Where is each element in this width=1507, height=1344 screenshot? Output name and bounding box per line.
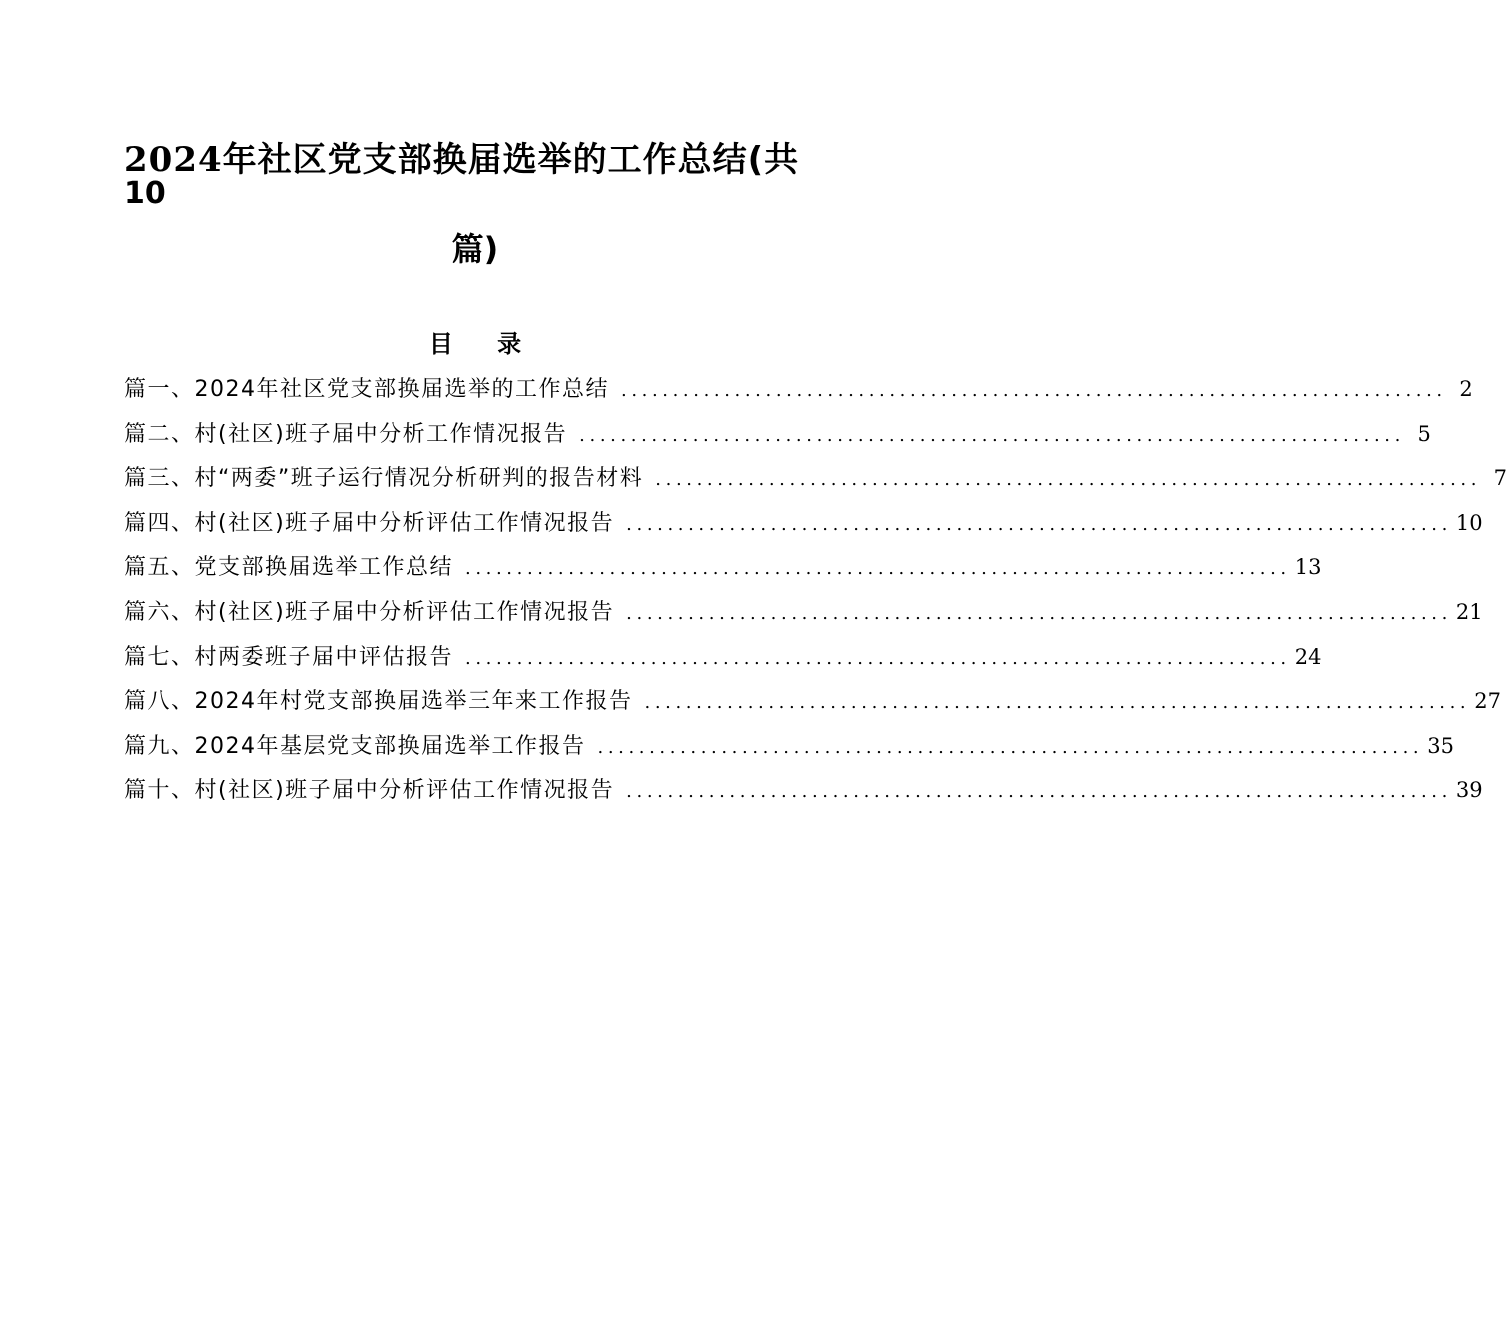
- toc-entry-page-number: 35: [1427, 733, 1454, 758]
- toc-entry[interactable]: [124, 417, 1431, 462]
- toc-entry[interactable]: [124, 640, 1322, 685]
- toc-entry-label: 篇七、村两委班子届中评估报告: [124, 644, 454, 670]
- toc-leader-dots: ................................................................................: [465, 558, 1291, 580]
- toc-leader-dots: ................................................................................: [597, 736, 1424, 758]
- toc-entry[interactable]: [124, 595, 1483, 640]
- toc-leader-dots: ................................................................................: [621, 380, 1447, 401]
- toc-entry[interactable]: [124, 684, 1501, 729]
- toc-entry[interactable]: [124, 550, 1322, 595]
- toc-entry-label: 篇五、党支部换届选举工作总结: [124, 555, 454, 581]
- toc-leader-dots: ................................................................................: [644, 692, 1471, 714]
- toc-entry-page-number: 7: [1493, 466, 1507, 491]
- toc-entry-page-number: 39: [1455, 778, 1483, 803]
- toc-entry-page-number: 27: [1474, 689, 1501, 714]
- toc-entry-page-number: 10: [1455, 510, 1483, 535]
- toc-entry-page-number: 24: [1294, 644, 1322, 669]
- table-of-contents: [124, 372, 1507, 818]
- toc-leader-dots: ................................................................................: [626, 602, 1452, 624]
- document-title: [124, 132, 799, 181]
- toc-leader-dots: ................................................................................: [579, 424, 1405, 446]
- toc-entry-label: 篇一、2024年社区党支部换届选举的工作总结: [124, 377, 609, 402]
- toc-entry-label: 篇十、村(社区)班子届中分析评估工作情况报告: [124, 778, 615, 804]
- toc-entry-page-number: 5: [1417, 421, 1431, 446]
- toc-entry-page-number: 21: [1455, 599, 1483, 624]
- toc-entry-label: 篇二、村(社区)班子届中分析工作情况报告: [124, 421, 568, 447]
- toc-entry-page-number: 13: [1294, 555, 1322, 580]
- toc-entry[interactable]: [124, 773, 1483, 818]
- toc-leader-dots: ................................................................................: [465, 647, 1291, 669]
- toc-entry-label: 篇三、村“两委”班子运行情况分析研判的报告材料: [124, 466, 644, 492]
- toc-leader-dots: ................................................................................: [626, 513, 1452, 535]
- toc-entry-label: 篇四、村(社区)班子届中分析评估工作情况报告: [124, 510, 615, 536]
- title-text: 年社区党支部换届选举的工作总结(共: [222, 140, 800, 180]
- toc-heading: 目 录: [428, 330, 540, 358]
- title-year: 2024: [124, 140, 223, 180]
- toc-entry[interactable]: [124, 506, 1483, 551]
- toc-leader-dots: ................................................................................: [626, 781, 1452, 803]
- toc-leader-dots: ................................................................................: [655, 469, 1482, 491]
- toc-entry[interactable]: [124, 461, 1507, 506]
- toc-entry-label: 篇八、2024年村党支部换届选举三年来工作报告: [124, 689, 633, 715]
- document-title-continued: 10: [124, 176, 166, 211]
- toc-entry-label: 篇九、2024年基层党支部换届选举工作报告: [124, 733, 586, 759]
- toc-entry-page-number: 2: [1459, 377, 1473, 401]
- toc-entry[interactable]: [124, 729, 1454, 774]
- document-title-end: 篇): [451, 230, 499, 268]
- toc-entry-label: 篇六、村(社区)班子届中分析评估工作情况报告: [124, 599, 615, 625]
- toc-entry[interactable]: [124, 372, 1473, 417]
